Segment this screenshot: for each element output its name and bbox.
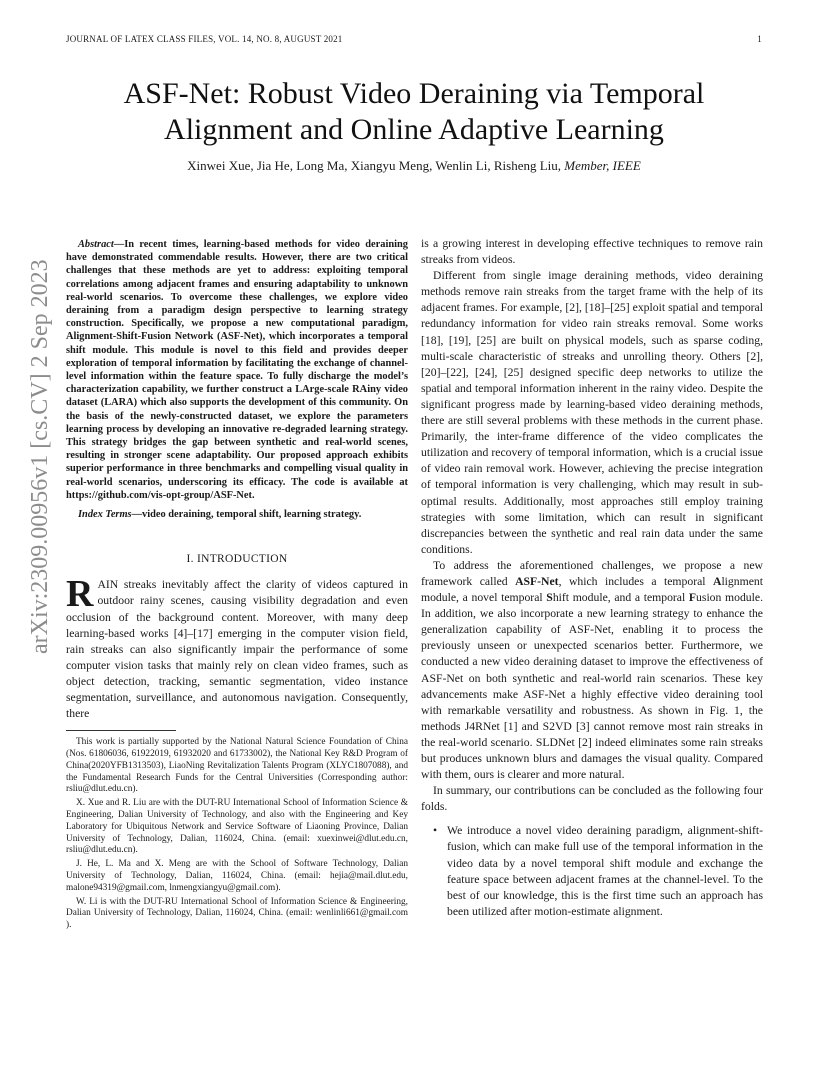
right-column bbox=[421, 236, 763, 920]
shift-initial: S bbox=[546, 591, 553, 605]
drop-cap: R bbox=[66, 573, 94, 616]
footnote-funding: This work is partially supported by the National Natural Science Foundation of China (Nos. 61806036, 61922019, 61932020 and 61733002), the National Key R&D Program of China(2020YFB1313503), LiaoNing Revitalization Talents Program (XLYC1807088), and the Fundamental Research Funds for the Central Universities (Corresponding author: rsliu@dlut.edu.cn). bbox=[66, 737, 408, 795]
paragraph-related-methods: Different from single image deraining methods, video deraining methods remove rain streaks from the target frame with the help of its adjacent frames. For example, [2], [18]–[25] exploit spatial and temporal redundancy information for video rain streaks removal. Some works [18], [19], [25] are built on physical models, such as sparse coding, multi-scale characteristic of streaks and unrolling theory. Others [2], [20]–[22], [24], [25] designed specific deep networks to utilize the spatial and temporal information inherent in the rainy video. Despite the significant progress made by learning-based video deraining methods, there are still several problems with these methods in the current phase. Primarily, the inter-frame difference of the video complicates the utilization and recovery of temporal information, which is a crucial issue of video rain removal work. However, achieving the precise integration of temporal information is very challenging, which may result in sub-optimal results. Additionally, most approaches still employ training strategies with some limitation, which can result in significant discrepancies between the synthetic and real rain data under the same conditions. bbox=[421, 269, 763, 556]
author-member-note: Member, IEEE bbox=[564, 158, 641, 173]
contribution-bullet-text: We introduce a novel video deraining paradigm, alignment-shift-fusion, which can make full use of the temporal information in the video data by a novel temporal shift module and exchange the feature space between adjacent frames at the channel-level. To the best of our knowledge, this is the first time such an approach has been utilized after motion-estimate alignment. bbox=[447, 824, 763, 918]
left-column bbox=[66, 238, 408, 934]
abstract bbox=[66, 238, 408, 502]
index-terms bbox=[66, 508, 408, 521]
author-list bbox=[66, 158, 762, 174]
text-run: To address the aforementioned challenges, we propose a new framework called bbox=[421, 558, 763, 588]
fusion-initial: F bbox=[688, 591, 697, 605]
footnote-affiliation-xue-liu: X. Xue and R. Liu are with the DUT-RU International School of Information Science & Engineering, Dalian University of Technology, and also with the Engineering and Key Laboratory for Ubiquitous Network and Service Software of Liaoning Province, Dalian University of Technology, Dalian, 116024, China. (email: xuexinwei@dlut.edu.cn, rsliu@dlut.edu.cn). bbox=[66, 798, 408, 856]
index-terms-lead: Index Terms bbox=[78, 509, 132, 521]
intro-paragraph-text: AIN streaks inevitably affect the clarity of videos captured in outdoor rainy scenes, causing visibility degradation and even occlusion of the background content. Moreover, with many deep learning-based works [4]–[17] emerging in the computer vision field, rain streaks can also significantly impair the performance of some computer vision tasks that mainly rely on clean video frames, such as object detection, tracking, semantic segmentation, video instance segmentation, surveillance, and autonomous navigation. Consequently, there bbox=[66, 578, 408, 721]
section-heading-introduction: I. INTRODUCTION bbox=[186, 553, 288, 566]
intro-paragraph bbox=[66, 573, 408, 722]
paragraph-continuation: is a growing interest in developing effective techniques to remove rain streaks from videos. bbox=[421, 237, 763, 267]
text-run: , which includes a temporal bbox=[558, 574, 713, 588]
alignment-initial: A bbox=[712, 574, 722, 588]
bullet-icon: • bbox=[433, 824, 438, 838]
arxiv-identifier: arXiv:2309.00956v1 [cs.CV] 2 Sep 2023 bbox=[27, 259, 53, 654]
running-header bbox=[66, 34, 762, 44]
paragraph-proposed-framework bbox=[421, 558, 763, 783]
author-names: Xinwei Xue, Jia He, Long Ma, Xiangyu Meng, Wenlin Li, Risheng Liu, bbox=[187, 158, 562, 173]
text-run: usion module. In addition, we also incorporate a new learning strategy to enhance the generalization capability of ASF-Net, enabling it to process the previously unseen or unexpected scenarios better. Furthermore, we conducted a new video deraining dataset to improve the effectiveness of ASF-Net on both synthetic and real-world rain scenarios. These key advancements make ASF-Net a highly effective video deraining tool with remarkable versatility and robustness. As shown in Fig. 1, the methods J4RNet [1] and S2VD [3] cannot remove most rain streaks in the real-world scenario. SLDNet [2] indeed eliminates some rain streaks but produces unknown blurs and damages the visual quality. Compared with them, ours is clearer and more natural. bbox=[421, 591, 764, 782]
text-run: hift module, and a temporal bbox=[552, 591, 689, 605]
footnote-affiliation-he-ma-meng: J. He, L. Ma and X. Meng are with the School of Software Technology, Dalian University of Technology, Dalian, 116024, China. (email: hejia@mail.dlut.edu, malone94319@gmail.com, lnmengxiangyu@gmail.com). bbox=[66, 859, 408, 893]
paper-title: ASF-Net: Robust Video Deraining via Temporal Alignment and Online Adaptive Learning bbox=[123, 77, 705, 146]
footnote-affiliation-li: W. Li is with the DUT-RU International School of Information Science & Engineering, Dalian University of Technology, Dalian, 116024, China. (email: wenlinli661@gmail.com ). bbox=[66, 896, 408, 931]
paragraph-contributions-intro: In summary, our contributions can be concluded as the following four folds. bbox=[421, 784, 763, 814]
text-run: lignment module, a novel temporal bbox=[421, 574, 763, 605]
asf-net-bold: ASF-Net bbox=[515, 574, 559, 588]
abstract-lead: Abstract bbox=[78, 239, 114, 250]
footnote-divider bbox=[66, 730, 176, 731]
footnotes bbox=[66, 737, 408, 932]
contribution-bullet bbox=[421, 823, 763, 920]
index-terms-text: —video deraining, temporal shift, learning strategy. bbox=[131, 509, 362, 521]
page-number: 1 bbox=[757, 34, 762, 44]
abstract-text: —In recent times, learning-based methods for video deraining have demonstrated commendable results. However, there are two critical challenges that these methods are yet to address: exploiting temporal correlations among adjacent frames and ensuring adaptability to unknown real-world scenarios. To overcome these challenges, we explore video deraining from a paradigm design perspective to learning strategy construction. Specifically, we propose a new computational paradigm, Alignment-Shift-Fusion Network (ASF-Net), which incorporates a temporal shift module. This module is novel to this field and provides deeper exploration of temporal information by facilitating the exchange of channel-level information within the feature space. To fully discharge the model’s characterization capability, we further construct a LArge-scale RAiny video dataset (LARA) which also supports the development of this community. On the basis of the newly-constructed dataset, we explore the parameters learning process by developing an innovative re-degraded learning strategy. This strategy bridges the gap between synthetic and real-world scenes, resulting in stronger scene adaptability. Our proposed approach exhibits superior performance in three benchmarks and compelling visual quality in real-world scenarios, underscoring its efficacy. The code is available at https://github.com/vis-opt-group/ASF-Net. bbox=[66, 239, 408, 501]
journal-name: JOURNAL OF LATEX CLASS FILES, VOL. 14, NO. 8, AUGUST 2021 bbox=[66, 34, 343, 44]
